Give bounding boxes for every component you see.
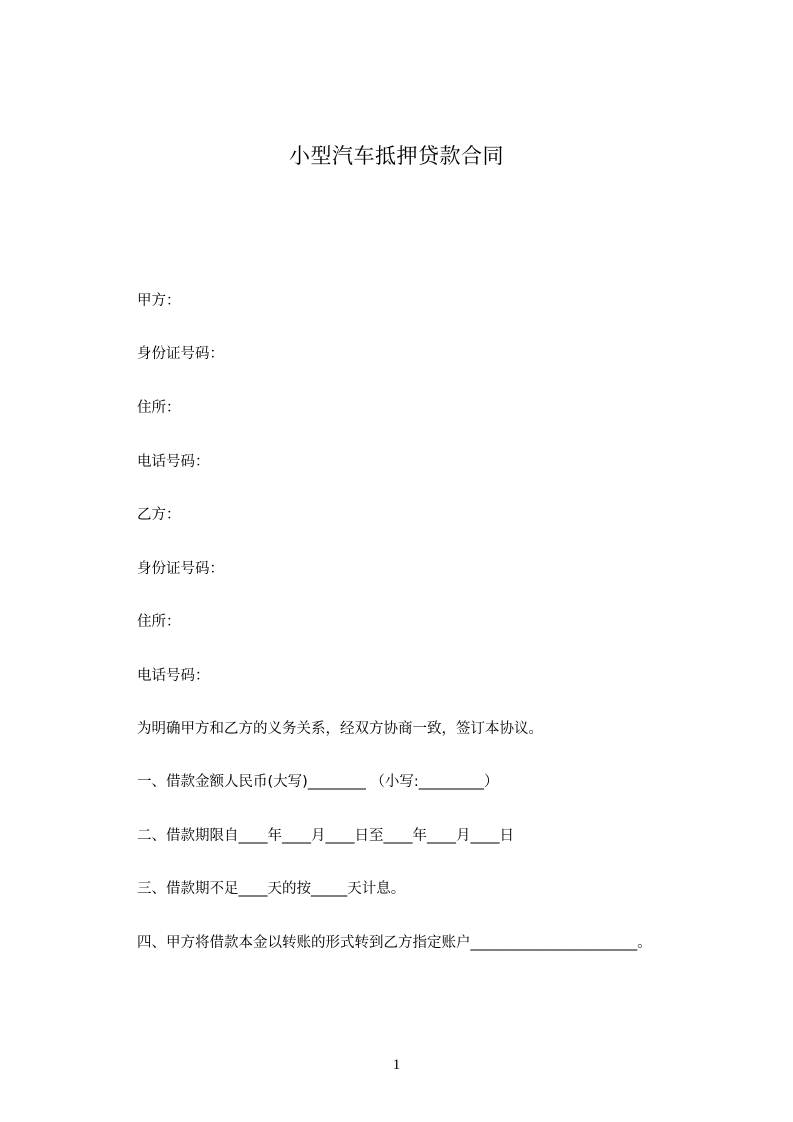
document-title: 小型汽车抵押贷款合同 [289, 144, 504, 168]
party-a-address-label: 住所： [137, 400, 181, 416]
party-b-phone-label: 电话号码： [137, 668, 210, 684]
clause-interest-days: 三、借款期不足____天的按_____天计息。 [137, 881, 406, 897]
party-b-name-label: 乙方： [137, 507, 181, 523]
clause-transfer-account: 四、甲方将借款本金以转账的形式转到乙方指定账户_______________________。 [137, 935, 652, 951]
party-a-phone-label: 电话号码： [137, 454, 210, 470]
page-number: 1 [392, 1057, 401, 1073]
party-a-name-label: 甲方： [137, 293, 181, 309]
clause-loan-amount: 一、借款金额人民币(大写)________ （小写:_________） [137, 774, 499, 790]
party-b-id-label: 身份证号码： [137, 561, 224, 577]
preamble-text: 为明确甲方和乙方的义务关系，经双方协商一致，签订本协议。 [137, 721, 543, 737]
clause-loan-term: 二、借款期限自____年____月____日至____年____月____日 [137, 828, 514, 844]
party-b-address-label: 住所： [137, 614, 181, 630]
party-a-id-label: 身份证号码： [137, 346, 224, 362]
